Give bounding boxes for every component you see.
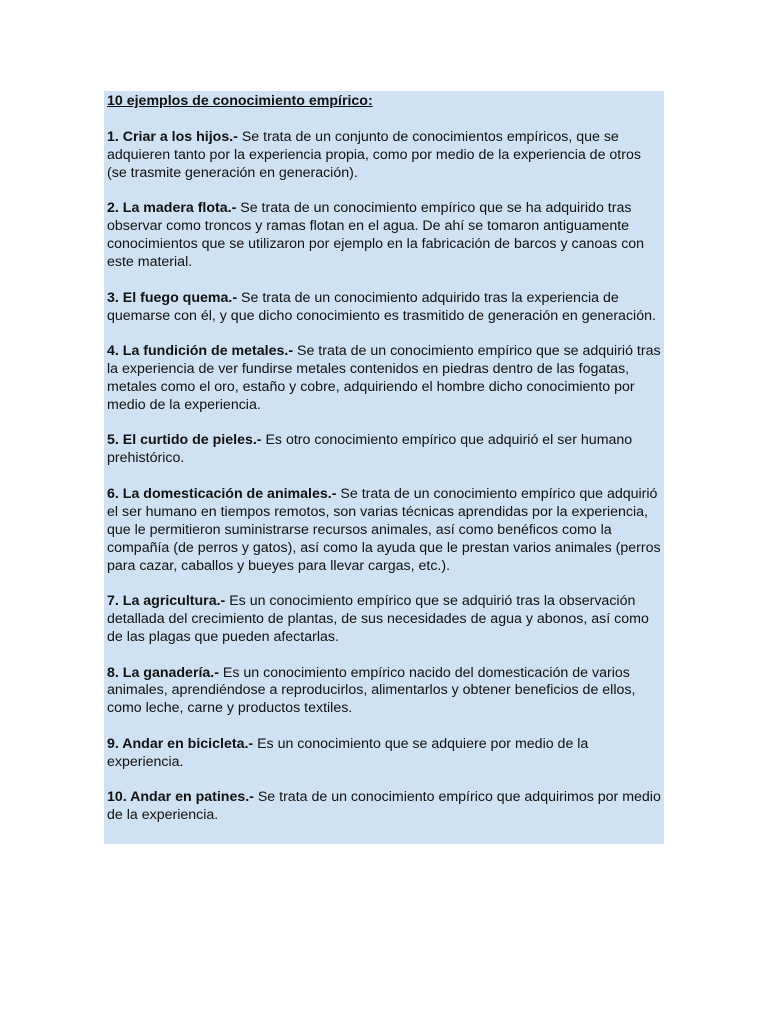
item-label: 7. La agricultura.- <box>107 593 226 610</box>
list-item <box>107 200 664 272</box>
item-label: 3. El fuego quema.- <box>107 289 238 306</box>
list-item <box>107 343 664 415</box>
list-item <box>107 486 664 576</box>
item-label: 8. La ganadería.- <box>107 664 219 681</box>
item-label: 6. La domesticación de animales.- <box>107 485 337 502</box>
list-item <box>107 290 664 326</box>
document-title <box>107 93 664 111</box>
list-item <box>107 432 664 468</box>
item-label: 2. La madera flota.- <box>107 200 237 217</box>
item-text: Se trata de un conocimiento empírico que adquirimos por medio de la experiencia. <box>107 789 661 824</box>
item-text: Se trata de un conocimiento adquirido tras la experiencia de quemarse con él, y que dicho conocimiento es trasmitido de generación en generación. <box>107 289 656 324</box>
item-label: 1. Criar a los hijos.- <box>107 128 238 145</box>
item-text: Se trata de un conocimiento empírico que se adquirió tras la experiencia de ver fundirse metales contenidos en piedras dentro de las fogatas, metales como el oro, estaño y cobre, adquiriendo el hombre dicho conocimiento por medio de la experiencia. <box>107 343 661 413</box>
list-item <box>107 129 664 183</box>
list-item <box>107 665 664 719</box>
list-item <box>107 789 664 825</box>
item-text: Se trata de un conocimiento empírico que adquirió el ser humano en tiempos remotos, son varias técnicas aprendidas por la experiencia, que le permitieron suministrarse recursos animales, así como benéficos como la compañía (de perros y gatos), así como la ayuda que le prestan varios animales (perros para cazar, caballos y bueyes para llevar cargas, etc.). <box>107 485 661 574</box>
item-text: Se trata de un conocimiento empírico que se ha adquirido tras observar como troncos y ramas flotan en el agua. De ahí se tomaron antiguamente conocimientos que se utilizaron por ejemplo en la fabricación de barcos y canoas con este material. <box>107 200 645 271</box>
document-title-colon: : <box>367 93 373 109</box>
item-label: 9. Andar en bicicleta.- <box>107 735 254 752</box>
item-label: 10. Andar en patines.- <box>107 789 254 806</box>
item-text: Es un conocimiento empírico que se adquirió tras la observación detallada del crecimiento de plantas, de sus necesidades de agua y abonos, así como de las plagas que pueden afectarlas. <box>107 593 649 645</box>
list-item <box>107 593 664 647</box>
item-text: Es un conocimiento empírico nacido del domesticación de varios animales, aprendiéndose a reproducirlos, alimentarlos y obtener beneficios de ellos, como leche, carne y productos textiles. <box>107 664 636 717</box>
highlighted-text-block <box>104 91 664 844</box>
item-text: Es otro conocimiento empírico que adquirió el ser humano prehistórico. <box>107 432 633 467</box>
item-text: Es un conocimiento que se adquiere por medio de la experiencia. <box>107 735 589 770</box>
document-title-text: 10 ejemplos de conocimiento empírico <box>107 93 368 109</box>
item-text: Se trata de un conjunto de conocimientos empíricos, que se adquieren tanto por la experiencia propia, como por medio de la experiencia de otros (se trasmite generación en generación). <box>107 128 641 181</box>
item-label: 4. La fundición de metales.- <box>107 343 294 360</box>
item-label: 5. El curtido de pieles.- <box>107 432 262 449</box>
list-item <box>107 736 664 772</box>
